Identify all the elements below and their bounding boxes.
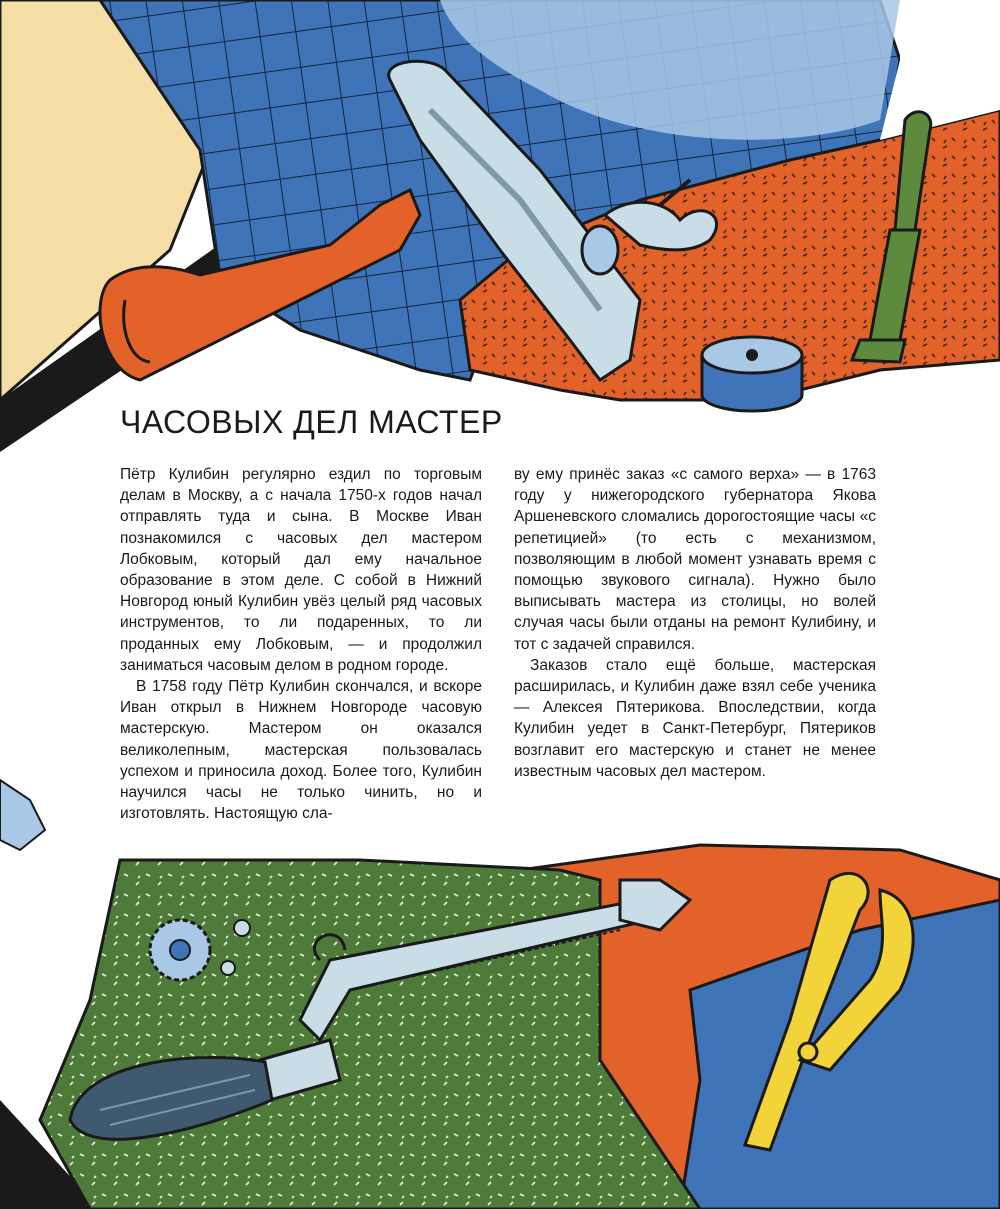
paragraph-2-end: ву ему принёс заказ «с самого верха» — в 1763 году у нижегородского губернатора Якова Аршеневского сломались дорогостоящие часы «с репетицией» (то есть с механизмом, позволяющим в любой момент узнавать время с помощью звукового сигнала). Нужно было выписывать мастера из столицы, но волей случая часы были отданы на ремонт Кулибину, и тот с задачей справился.	[514, 466, 876, 653]
paragraph-1: Пётр Кулибин регулярно ездил по торговым делам в Москву, а с начала 1750-х годов начал отправлять туда и сына. В Москве Иван познакомился с часовых дел мастером Лобковым, который дал ему начальное образование в этом деле. С собой в Нижний Новгород юный Кулибин увёз целый ряд часовых инструментов, то ли подаренных, то ли проданных ему Лобковым, — и продолжил заниматься часовым делом в родном городе.	[120, 466, 482, 674]
small-screw	[234, 920, 250, 936]
bottom-illustration	[0, 845, 1000, 1209]
text-column-left	[120, 464, 482, 824]
article-title: ЧАСОВЫХ ДЕЛ МАСТЕР	[120, 404, 503, 440]
gear	[150, 920, 210, 980]
blue-spool	[702, 337, 802, 411]
paragraph-2-start: В 1758 году Пётр Кулибин скончался, и вскоре Иван открыл в Нижнем Новгороде часовую мастерскую. Мастером он оказался великолепным, мастерская пользовалась успехом и приносила доход. Более того, Кулибин научился часы не только чинить, но и изготовлять. Настоящую сла-	[120, 678, 482, 823]
text-column-right	[514, 464, 876, 782]
paragraph-3: Заказов стало ещё больше, мастерская расширилась, и Кулибин даже взял себе ученика — Алексея Пятерикова. Впоследствии, когда Кулибин уедет в Санкт-Петербург, Пятериков возглавит его мастерскую и станет не менее известным часовых дел мастером.	[514, 656, 876, 780]
top-illustration	[0, 0, 1000, 452]
edge-tool	[0, 780, 45, 850]
small-screw-2	[221, 961, 235, 975]
